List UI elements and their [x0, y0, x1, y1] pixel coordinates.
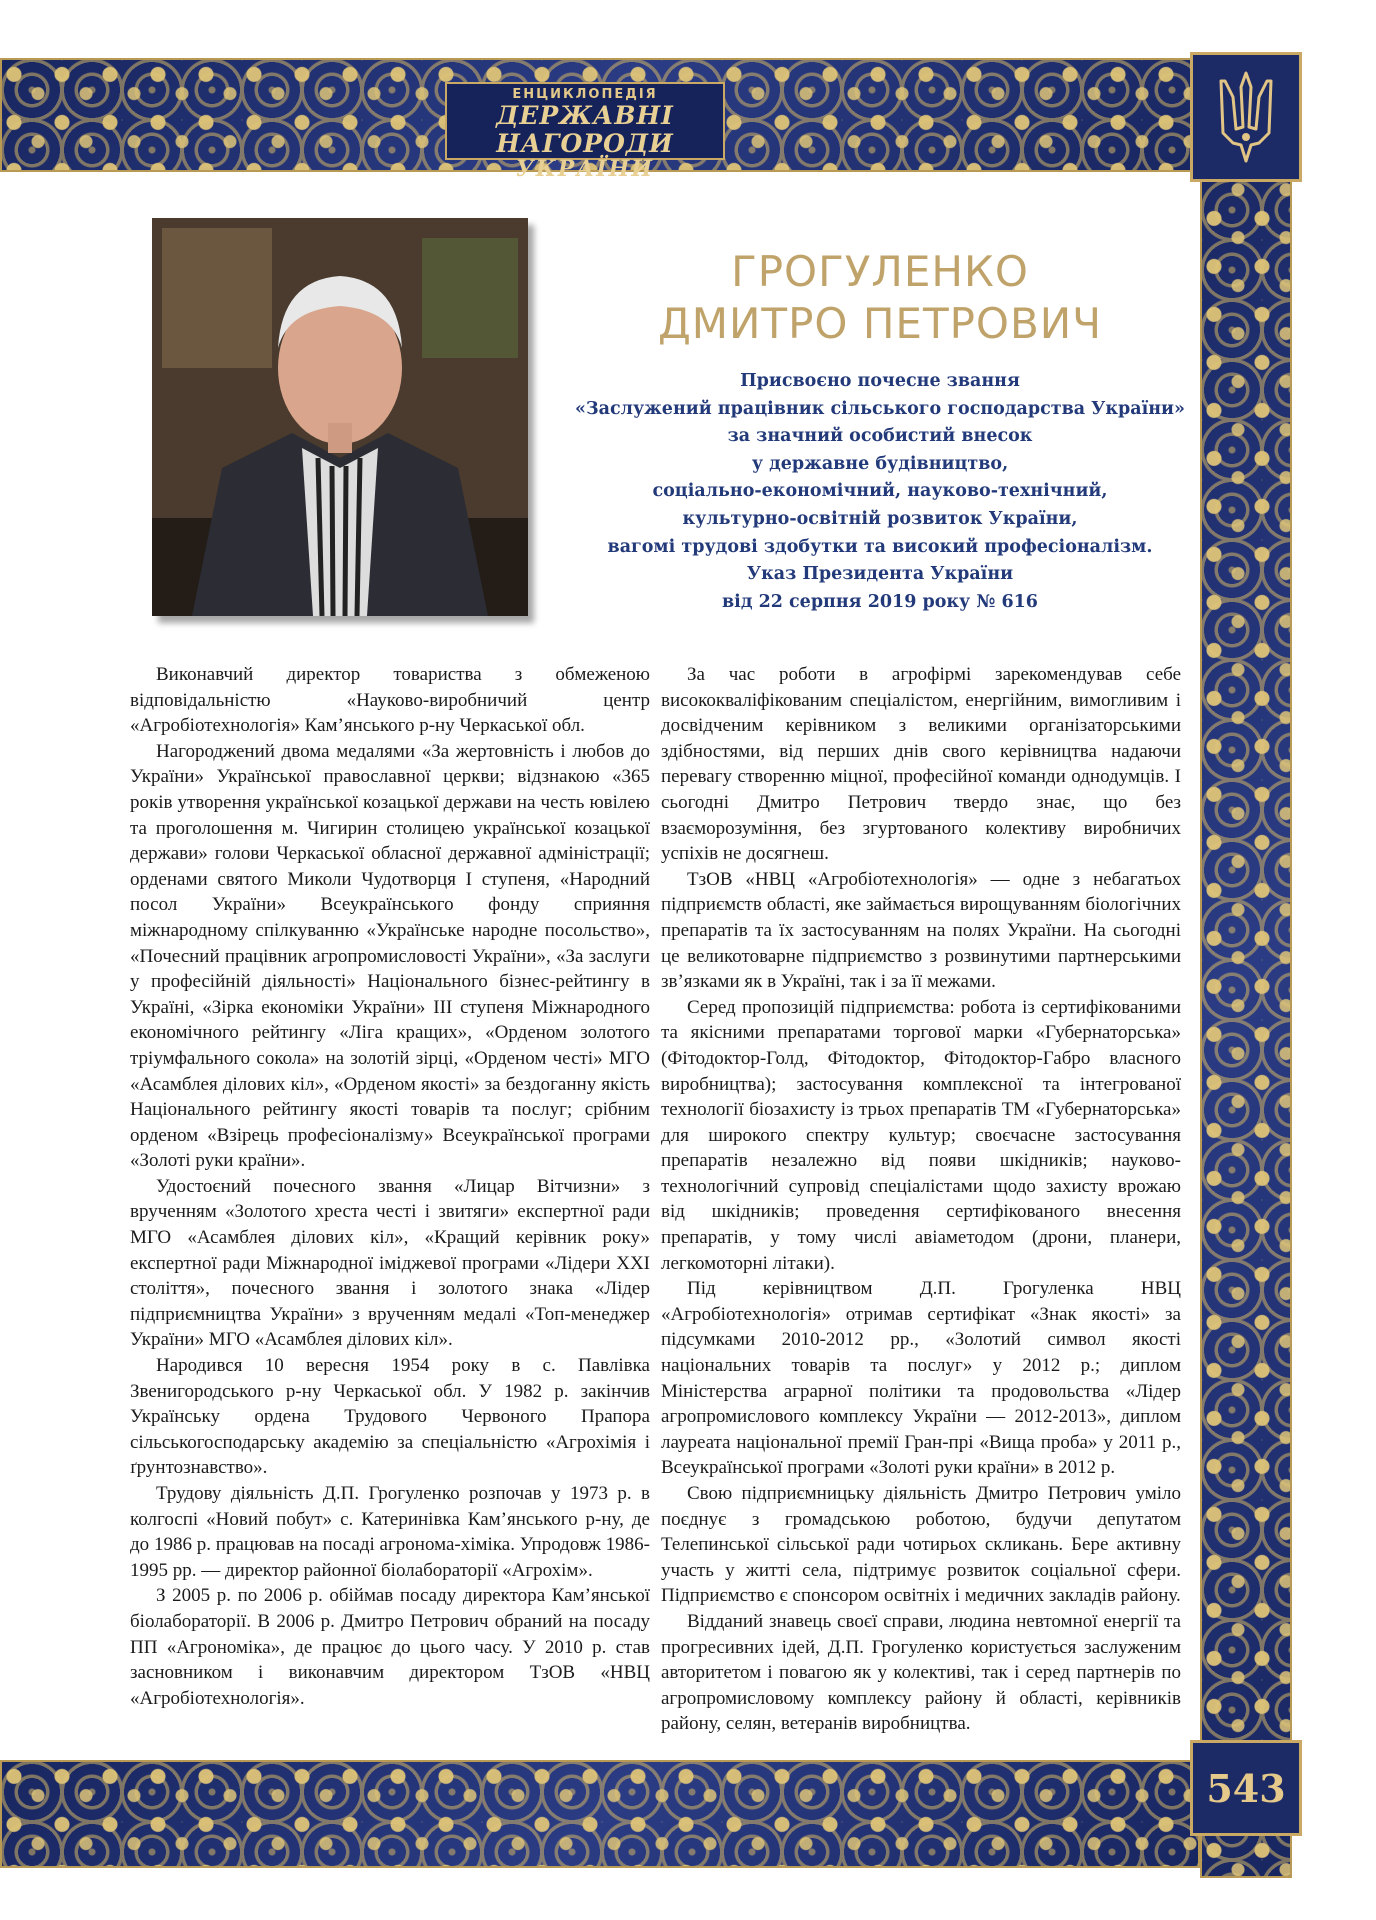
header-line-1: ЕНЦИКЛОПЕДІЯ [512, 87, 658, 102]
paragraph: Народився 10 вересня 1954 року в с. Павлівка Звенигородського р-ну Черкаської обл. У 1982 р. закінчив Українську ордена Трудового Червоного Прапора сільськогосподарську академію за спеціальністю «Агрохімія і ґрунтознавство». [130, 1355, 650, 1479]
paragraph: Виконавчий директор товариства з обмеженою відповідальністю «Науково-виробничий центр «Агробіотехнологія» Кам’янського р-ну Черкаської обл. [130, 664, 650, 737]
award-line: культурно-освітній розвиток України, [682, 508, 1078, 529]
header-line-3: УКРАЇНИ [515, 156, 655, 182]
award-line: Указ Президента України [746, 564, 1014, 585]
coat-of-arms [1190, 52, 1302, 182]
bottom-ornamental-border [0, 1760, 1200, 1868]
paragraph: ТзОВ «НВЦ «Агробіотехнологія» — одне з небагатьох підприємств області, яке займається вирощуванням біологічних препаратів та їх застосуванням на полях України. На сьогодні це великотоварне підприємство з розвинутими партнерськими зв’язками як в Україні, так і за її межами. [661, 868, 1181, 993]
paragraph: За час роботи в агрофірмі зарекомендував себе висококваліфікованим спеціалістом, енергійним, вимогливим і досвідченим керівником з великими організаторськими здібностями, від перших днів свого керівництва надаючи перевагу створенню міцної, професійної команди однодумців. І сьогодні Дмитро Петрович твердо знає, що без взаєморозуміння, без згуртованого колективу виробничих успіхів не досягнеш. [661, 664, 1181, 865]
trident-icon [1211, 67, 1281, 167]
portrait-photo [152, 218, 528, 616]
paragraph: Свою підприємницьку діяльність Дмитро Петрович уміло поєднує з громадською роботою, будучи депутатом Телепинської сільської ради чотирьох скликань. Бере активну участь у житті села, підтримує розвиток соціальної сфери. Підприємство є спонсором освітніх і медичних закладів району. [661, 1483, 1181, 1607]
encyclopedia-header [445, 82, 725, 182]
award-line: у державне будівництво, [751, 453, 1009, 474]
paragraph: З 2005 р. по 2006 р. обіймав посаду директора Кам’янської біолабораторії. В 2006 р. Дмитро Петрович обраний на посаду ПП «Агрономіка», де працює до цього часу. У 2010 р. став засновником і виконавчим директором ТзОВ «НВЦ «Агробіотехнологія». [130, 1585, 650, 1709]
award-line: від 22 серпня 2019 року № 616 [722, 591, 1038, 612]
paragraph: Під керівництвом Д.П. Грогуленка НВЦ «Агробіотехнологія» отримав сертифікат «Знак якості» за підсумками 2010-2012 рр., «Золотий символ якості національних товарів та послуг» у 2012 р.; диплом Міністерства аграрної політики та продовольства «Лідер агропромислового комплексу України — 2012-2013», диплом лауреата національної премії Гран-прі «Вища проба» у 2011 р., Всеукраїнської програми «Золоті руки країни» в 2012 р. [661, 1278, 1181, 1479]
person-given-names: ДМИТРО ПЕТРОВИЧ [657, 299, 1103, 348]
person-surname: ГРОГУЛЕНКО [731, 247, 1029, 296]
award-line: «Заслужений працівник сільського господарства України» [575, 398, 1185, 419]
person-name [600, 246, 1160, 350]
award-line: соціально-економічний, науково-технічний, [652, 481, 1108, 502]
paragraph: Відданий знавець своєї справи, людина невтомної енергії та прогресивних ідей, Д.П. Грогуленко користується заслуженим авторитетом і повагою як у колективі, так і серед партнерів по агропромисловому комплексу району й області, керівників району, селян, ветеранів виробництва. [661, 1610, 1181, 1735]
paragraph: Серед пропозицій підприємства: робота із сертифікованими та якісними препаратами торгової марки «Губернаторська» (Фітодоктор-Голд, Фітодоктор, Фітодоктор-Габро власного виробництва); застосування комплексної та інтегрованої технології біозахисту із трьох препаратів ТМ «Губернаторська» для широкого спектру культур; своєчасне застосування препаратів незалежно від появи шкідників; науково-технологічний супровід спеціалістами щодо захисту врожаю від шкідників; проведення сертифікованого внесення препаратів, у тому числі авіаметодом (дрони, планери, легкомоторні літаки). [661, 996, 1181, 1274]
paragraph: Трудову діяльність Д.П. Грогуленко розпочав у 1973 р. в колгоспі «Новий побут» с. Катеринівка Кам’янського р-ну, де до 1986 р. працював на посаді агронома-хіміка. Упродовж 1986-1995 рр. — директор районної біолабораторії «Агрохім». [130, 1483, 650, 1581]
paragraph: Удостоєний почесного звання «Лицар Вітчизни» з врученням «Золотого хреста честі і звитяги» експертної ради МГО «Асамблея ділових кіл», «Кращий керівник року» експертної ради Міжнародної іміджевої програми «Лідери ХХІ століття», почесного звання і золотого знака «Лідер підприємництва України» з врученням медалі «Топ-менеджер України» МГО «Асамблея ділових кіл». [130, 1175, 650, 1351]
award-line: вагомі трудові здобутки та високий професіоналізм. [607, 536, 1153, 557]
paragraph: Нагороджений двома медалями «За жертовність і любов до України» Української православної церкви; відзнакою «365 років утворення української козацької держави на честь ювілею та проголошення м. Чигирин столицею української козацької держави» голови Черкаської обласної державної адміністрації; орденами святого Миколи Чудотворця І ступеня, «Народний посол України» Всеукраїнського фонду сприяння міжнародному спілкуванню «Українське народне посольство», «Почесний працівник агропромисловості України», «За заслуги у професійній діяльності» Національного бізнес-рейтингу в Україні, «Зірка економіки України» ІІІ ступеня Міжнародного економічного рейтингу «Ліга кращих», «Орденом золотого тріумфального сокола» на золотій зірці, «Орденом честі» МГО «Асамблея ділових кіл», «Орденом якості» за бездоганну якість Національного рейтингу якості товарів та послуг; срібним орденом «Взірець професіоналізму» Всеукраїнської програми «Золоті руки країни». [130, 740, 650, 1172]
award-line: Присвоєно почесне звання [740, 371, 1020, 391]
award-line: за значний особистий внесок [727, 426, 1033, 447]
page-number: 543 [1190, 1740, 1302, 1836]
left-text-column [130, 662, 650, 1711]
portrait-illustration [152, 218, 528, 616]
header-line-2: ДЕРЖАВНІ НАГОРОДИ [496, 101, 674, 158]
right-ornamental-border [1200, 58, 1292, 1878]
award-statement [560, 368, 1200, 616]
right-text-column [661, 662, 1181, 1737]
